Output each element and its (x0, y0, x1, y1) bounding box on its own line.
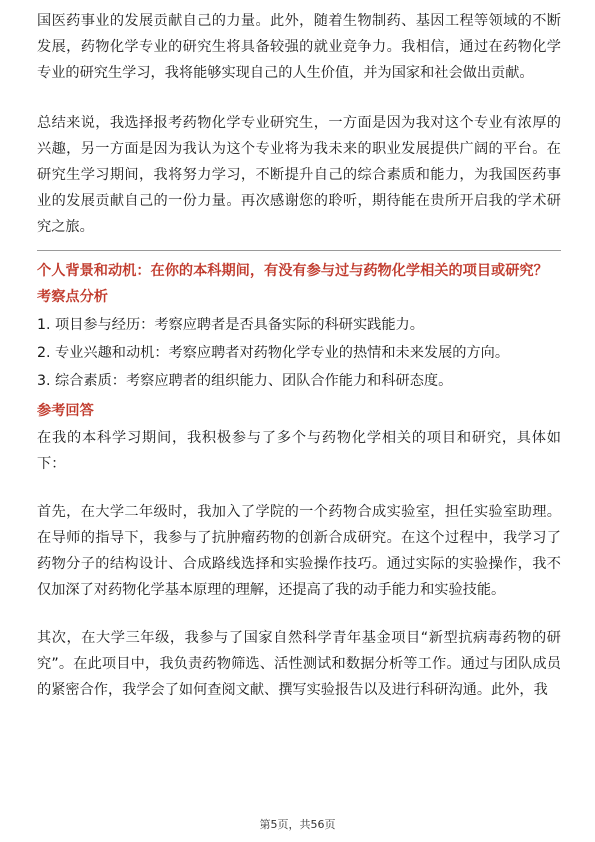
page-content (37, 8, 561, 703)
answer-paragraph-3: 其次，在大学三年级，我参与了国家自然科学青年基金项目“新型抗病毒药物的研究”。在此项目中，我负责药物筛选、活性测试和数据分析等工作。通过与团队成员的紧密合作，我学会了如何查阅文献、撰写实验报告以及进行科研沟通。此外，我 (37, 630, 561, 698)
analysis-item-3: 3. 综合素质：考察应聘者的组织能力、团队合作能力和科研态度。 (37, 373, 453, 389)
page-number: 第5页，共56页 (259, 818, 336, 831)
analysis-heading: 考察点分析 (37, 289, 108, 305)
spacer (37, 86, 561, 110)
answer-paragraph-2: 首先，在大学二年级时，我加入了学院的一个药物合成实验室，担任实验室助理。在导师的指导下，我参与了抗肿瘤药物的创新合成研究。在这个过程中，我学习了药物分子的结构设计、合成路线选择和实验操作技巧。通过实际的实验操作，我不仅加深了对药物化学基本原理的理解，还提高了我的动手能力和实验技能。 (37, 504, 561, 598)
intro-paragraph-2: 总结来说，我选择报考药物化学专业研究生，一方面是因为我对这个专业有浓厚的兴趣，另一方面是因为我认为这个专业将为我未来的职业发展提供广阔的平台。在研究生学习期间，我将努力学习，不断提升自己的综合素质和能力，为我国医药事业的发展贡献自己的一份力量。再次感谢您的聆听，期待能在贵所开启我的学术研究之旅。 (37, 115, 561, 235)
section-divider (37, 250, 561, 251)
spacer (37, 477, 561, 499)
spacer (37, 603, 561, 625)
answer-heading: 参考回答 (37, 403, 94, 419)
analysis-item-1: 1. 项目参与经历：考察应聘者是否具备实际的科研实践能力。 (37, 317, 424, 333)
question-title: 个人背景和动机：在你的本科期间，有没有参与过与药物化学相关的项目或研究？ (37, 263, 548, 279)
answer-paragraph-1: 在我的本科学习期间，我积极参与了多个与药物化学相关的项目和研究，具体如下： (37, 430, 561, 472)
analysis-item-2: 2. 专业兴趣和动机：考察应聘者对药物化学专业的热情和未来发展的方向。 (37, 345, 510, 361)
intro-paragraph-1: 国医药事业的发展贡献自己的力量。此外，随着生物制药、基因工程等领域的不断发展，药物化学专业的研究生将具备较强的就业竞争力。我相信，通过在药物化学专业的研究生学习，我将能够实现自己的人生价值，并为国家和社会做出贡献。 (37, 13, 561, 81)
